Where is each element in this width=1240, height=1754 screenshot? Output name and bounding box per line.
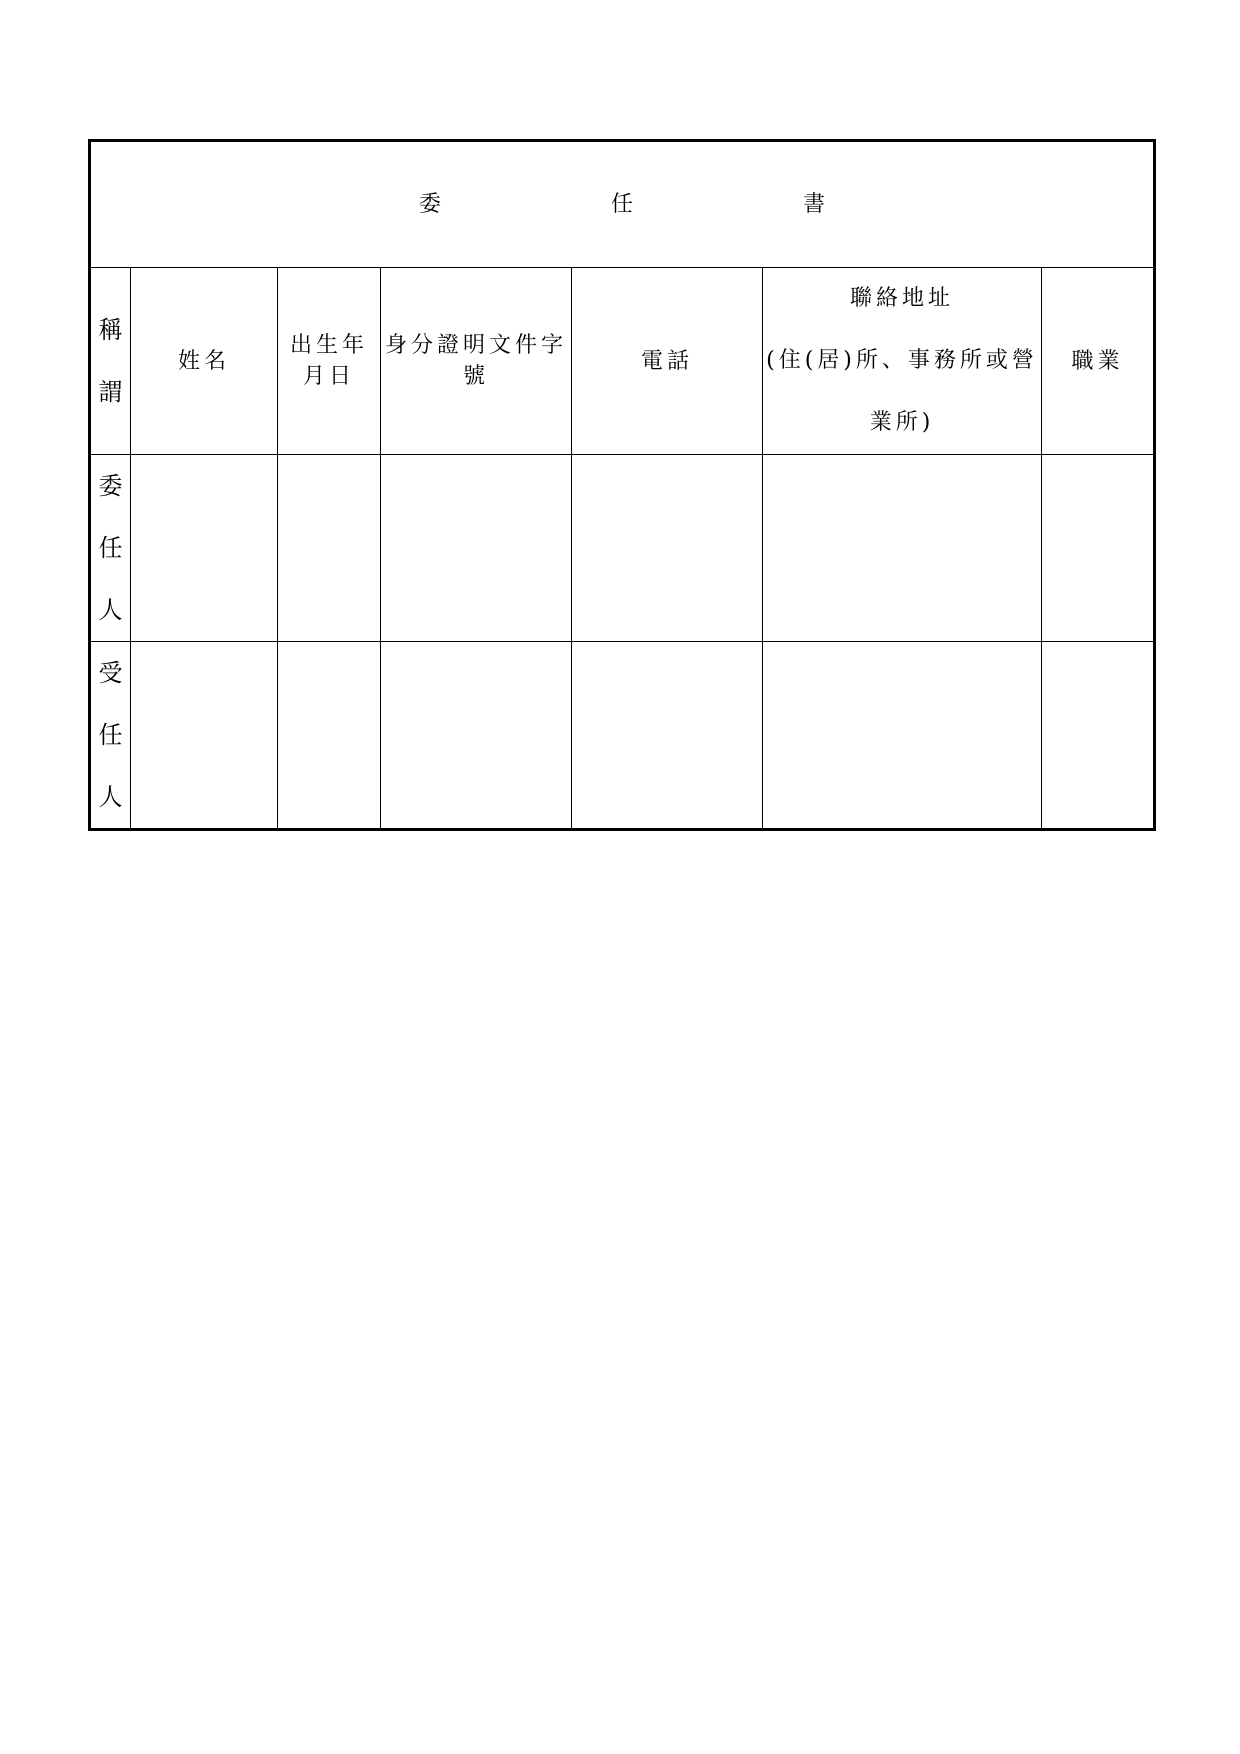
agent-address-cell[interactable] <box>763 642 1042 830</box>
header-id-doc-line-2: 號 <box>462 364 489 389</box>
principal-label-cell <box>90 455 131 642</box>
principal-phone-cell[interactable] <box>572 455 763 642</box>
header-birth-line-2: 月日 <box>302 364 355 389</box>
header-birth-cell <box>278 268 381 455</box>
title-char-1: 委 <box>418 192 441 217</box>
title-char-2: 任 <box>611 192 634 217</box>
header-id-doc-cell <box>381 268 572 455</box>
agent-name-cell[interactable] <box>131 642 278 830</box>
header-label-cell <box>90 268 131 455</box>
agent-label-char-1: 受 <box>98 659 123 687</box>
principal-birth-cell[interactable] <box>278 455 381 642</box>
agent-label-char-3: 人 <box>98 783 123 811</box>
header-label-char-1: 稱 <box>98 316 123 344</box>
principal-occupation-cell[interactable] <box>1042 455 1155 642</box>
principal-label-char-2: 任 <box>98 534 123 562</box>
agent-birth-cell[interactable] <box>278 642 381 830</box>
agent-id-doc-cell[interactable] <box>381 642 572 830</box>
header-name-cell <box>131 268 278 455</box>
agent-label-cell <box>90 642 131 830</box>
principal-name-cell[interactable] <box>131 455 278 642</box>
header-phone: 電話 <box>640 348 693 374</box>
agent-phone-cell[interactable] <box>572 642 763 830</box>
principal-label-char-3: 人 <box>98 596 123 624</box>
header-row <box>90 268 1155 455</box>
principal-row <box>90 455 1155 642</box>
header-address-line-1: 聯絡地址 <box>849 286 954 311</box>
power-of-attorney-form <box>88 139 1156 831</box>
agent-row <box>90 642 1155 830</box>
header-address-cell <box>763 268 1042 455</box>
title-char-3: 書 <box>803 192 826 217</box>
header-phone-cell <box>572 268 763 455</box>
agent-occupation-cell[interactable] <box>1042 642 1155 830</box>
header-address-line-2: (住(居)所、事務所或營 <box>766 348 1038 373</box>
header-birth-line-1: 出生年 <box>289 333 368 358</box>
agent-label-char-2: 任 <box>98 721 123 749</box>
form-title <box>90 141 1155 268</box>
header-occupation: 職業 <box>1071 348 1124 374</box>
header-occupation-cell <box>1042 268 1155 455</box>
header-id-doc-line-1: 身分證明文件字 <box>384 333 567 358</box>
header-address-line-3: 業所) <box>869 410 935 435</box>
header-name: 姓名 <box>177 348 230 374</box>
principal-address-cell[interactable] <box>763 455 1042 642</box>
principal-id-doc-cell[interactable] <box>381 455 572 642</box>
header-label-char-2: 謂 <box>98 378 123 406</box>
principal-label-char-1: 委 <box>98 472 123 500</box>
